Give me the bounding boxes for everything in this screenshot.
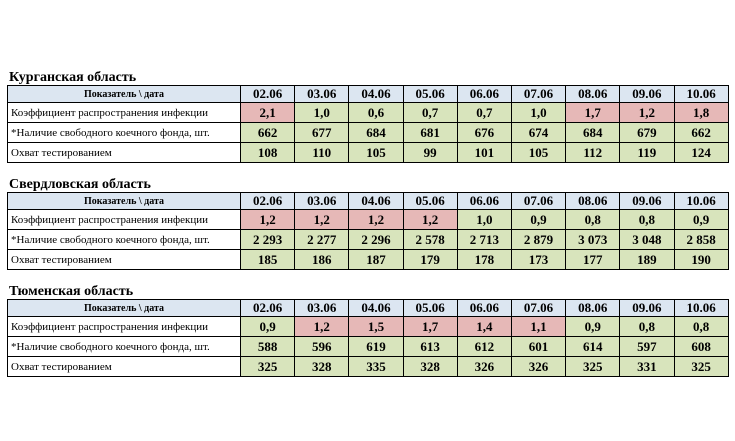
value-cell: 185 bbox=[241, 250, 295, 270]
value-cell: 335 bbox=[349, 357, 403, 377]
value-cell: 331 bbox=[620, 357, 674, 377]
value-cell: 326 bbox=[511, 357, 565, 377]
table-header-row bbox=[8, 193, 729, 210]
date-header-cell: 10.06 bbox=[674, 86, 728, 103]
region-table bbox=[7, 299, 729, 377]
value-cell: 105 bbox=[349, 143, 403, 163]
date-header-cell: 09.06 bbox=[620, 193, 674, 210]
value-cell: 619 bbox=[349, 337, 403, 357]
value-cell: 2 879 bbox=[511, 230, 565, 250]
date-header-cell: 04.06 bbox=[349, 300, 403, 317]
date-header-cell: 03.06 bbox=[295, 193, 349, 210]
value-cell: 2 858 bbox=[674, 230, 728, 250]
row-label-cell: Охват тестированием bbox=[8, 143, 241, 163]
value-cell: 681 bbox=[403, 123, 457, 143]
value-cell: 0,9 bbox=[511, 210, 565, 230]
date-header-cell: 05.06 bbox=[403, 300, 457, 317]
value-cell: 3 048 bbox=[620, 230, 674, 250]
date-header-cell: 07.06 bbox=[511, 86, 565, 103]
value-cell: 325 bbox=[566, 357, 620, 377]
value-cell: 328 bbox=[403, 357, 457, 377]
table-row bbox=[8, 103, 729, 123]
value-cell: 3 073 bbox=[566, 230, 620, 250]
value-cell: 1,5 bbox=[349, 317, 403, 337]
value-cell: 0,9 bbox=[674, 210, 728, 230]
region-section-2 bbox=[7, 177, 729, 270]
date-header-cell: 07.06 bbox=[511, 193, 565, 210]
row-label-cell: Коэффициент распространения инфекции bbox=[8, 210, 241, 230]
value-cell: 101 bbox=[457, 143, 511, 163]
region-title: Тюменская область bbox=[9, 284, 134, 299]
table-header-row bbox=[8, 86, 729, 103]
value-cell: 1,2 bbox=[403, 210, 457, 230]
value-cell: 190 bbox=[674, 250, 728, 270]
row-label-cell: Охват тестированием bbox=[8, 357, 241, 377]
value-cell: 0,8 bbox=[620, 317, 674, 337]
date-header-cell: 03.06 bbox=[295, 300, 349, 317]
value-cell: 325 bbox=[241, 357, 295, 377]
table-row bbox=[8, 317, 729, 337]
date-header-cell: 05.06 bbox=[403, 193, 457, 210]
value-cell: 597 bbox=[620, 337, 674, 357]
value-cell: 177 bbox=[566, 250, 620, 270]
value-cell: 112 bbox=[566, 143, 620, 163]
value-cell: 0,7 bbox=[457, 103, 511, 123]
row-label-cell: *Наличие свободного коечного фонда, шт. bbox=[8, 337, 241, 357]
value-cell: 187 bbox=[349, 250, 403, 270]
value-cell: 99 bbox=[403, 143, 457, 163]
value-cell: 679 bbox=[620, 123, 674, 143]
region-section-3 bbox=[7, 284, 729, 377]
date-header-cell: 02.06 bbox=[241, 193, 295, 210]
date-header-cell: 10.06 bbox=[674, 193, 728, 210]
value-cell: 325 bbox=[674, 357, 728, 377]
date-header-cell: 05.06 bbox=[403, 86, 457, 103]
table-row bbox=[8, 337, 729, 357]
value-cell: 588 bbox=[241, 337, 295, 357]
value-cell: 119 bbox=[620, 143, 674, 163]
date-header-cell: 02.06 bbox=[241, 86, 295, 103]
row-label-cell: Коэффициент распространения инфекции bbox=[8, 317, 241, 337]
value-cell: 674 bbox=[511, 123, 565, 143]
row-label-cell: *Наличие свободного коечного фонда, шт. bbox=[8, 123, 241, 143]
region-table bbox=[7, 85, 729, 163]
value-cell: 1,0 bbox=[457, 210, 511, 230]
date-header-cell: 02.06 bbox=[241, 300, 295, 317]
value-cell: 684 bbox=[566, 123, 620, 143]
value-cell: 1,8 bbox=[674, 103, 728, 123]
value-cell: 0,9 bbox=[241, 317, 295, 337]
value-cell: 0,8 bbox=[566, 210, 620, 230]
value-cell: 0,7 bbox=[403, 103, 457, 123]
value-cell: 2 277 bbox=[295, 230, 349, 250]
value-cell: 662 bbox=[674, 123, 728, 143]
value-cell: 328 bbox=[295, 357, 349, 377]
date-header-cell: 04.06 bbox=[349, 193, 403, 210]
value-cell: 173 bbox=[511, 250, 565, 270]
value-cell: 596 bbox=[295, 337, 349, 357]
table-row bbox=[8, 210, 729, 230]
date-header-cell: 08.06 bbox=[566, 193, 620, 210]
value-cell: 2 713 bbox=[457, 230, 511, 250]
header-label-cell: Показатель \ дата bbox=[8, 86, 241, 103]
value-cell: 677 bbox=[295, 123, 349, 143]
value-cell: 0,6 bbox=[349, 103, 403, 123]
date-header-cell: 06.06 bbox=[457, 86, 511, 103]
value-cell: 108 bbox=[241, 143, 295, 163]
date-header-cell: 03.06 bbox=[295, 86, 349, 103]
value-cell: 105 bbox=[511, 143, 565, 163]
value-cell: 662 bbox=[241, 123, 295, 143]
value-cell: 326 bbox=[457, 357, 511, 377]
value-cell: 1,1 bbox=[511, 317, 565, 337]
table-row bbox=[8, 250, 729, 270]
region-table bbox=[7, 192, 729, 270]
header-label-cell: Показатель \ дата bbox=[8, 193, 241, 210]
date-header-cell: 08.06 bbox=[566, 86, 620, 103]
value-cell: 186 bbox=[295, 250, 349, 270]
value-cell: 179 bbox=[403, 250, 457, 270]
value-cell: 178 bbox=[457, 250, 511, 270]
row-label-cell: *Наличие свободного коечного фонда, шт. bbox=[8, 230, 241, 250]
value-cell: 0,8 bbox=[620, 210, 674, 230]
value-cell: 676 bbox=[457, 123, 511, 143]
region-section-1 bbox=[7, 70, 729, 163]
value-cell: 1,2 bbox=[295, 317, 349, 337]
row-label-cell: Коэффициент распространения инфекции bbox=[8, 103, 241, 123]
table-row bbox=[8, 123, 729, 143]
region-title: Курганская область bbox=[9, 70, 137, 85]
value-cell: 1,2 bbox=[349, 210, 403, 230]
date-header-cell: 07.06 bbox=[511, 300, 565, 317]
table-row bbox=[8, 230, 729, 250]
value-cell: 189 bbox=[620, 250, 674, 270]
value-cell: 1,2 bbox=[295, 210, 349, 230]
date-header-cell: 09.06 bbox=[620, 86, 674, 103]
table-header-row bbox=[8, 300, 729, 317]
date-header-cell: 10.06 bbox=[674, 300, 728, 317]
value-cell: 1,7 bbox=[403, 317, 457, 337]
date-header-cell: 06.06 bbox=[457, 300, 511, 317]
value-cell: 612 bbox=[457, 337, 511, 357]
value-cell: 1,4 bbox=[457, 317, 511, 337]
value-cell: 2 578 bbox=[403, 230, 457, 250]
value-cell: 613 bbox=[403, 337, 457, 357]
value-cell: 608 bbox=[674, 337, 728, 357]
value-cell: 1,2 bbox=[620, 103, 674, 123]
value-cell: 0,9 bbox=[566, 317, 620, 337]
value-cell: 1,7 bbox=[566, 103, 620, 123]
region-title: Свердловская область bbox=[9, 177, 151, 192]
value-cell: 1,0 bbox=[295, 103, 349, 123]
date-header-cell: 08.06 bbox=[566, 300, 620, 317]
value-cell: 2 293 bbox=[241, 230, 295, 250]
value-cell: 1,2 bbox=[241, 210, 295, 230]
date-header-cell: 06.06 bbox=[457, 193, 511, 210]
value-cell: 110 bbox=[295, 143, 349, 163]
value-cell: 2,1 bbox=[241, 103, 295, 123]
value-cell: 2 296 bbox=[349, 230, 403, 250]
value-cell: 684 bbox=[349, 123, 403, 143]
date-header-cell: 04.06 bbox=[349, 86, 403, 103]
row-label-cell: Охват тестированием bbox=[8, 250, 241, 270]
date-header-cell: 09.06 bbox=[620, 300, 674, 317]
value-cell: 124 bbox=[674, 143, 728, 163]
header-label-cell: Показатель \ дата bbox=[8, 300, 241, 317]
table-row bbox=[8, 143, 729, 163]
value-cell: 0,8 bbox=[674, 317, 728, 337]
value-cell: 601 bbox=[511, 337, 565, 357]
value-cell: 614 bbox=[566, 337, 620, 357]
table-row bbox=[8, 357, 729, 377]
value-cell: 1,0 bbox=[511, 103, 565, 123]
